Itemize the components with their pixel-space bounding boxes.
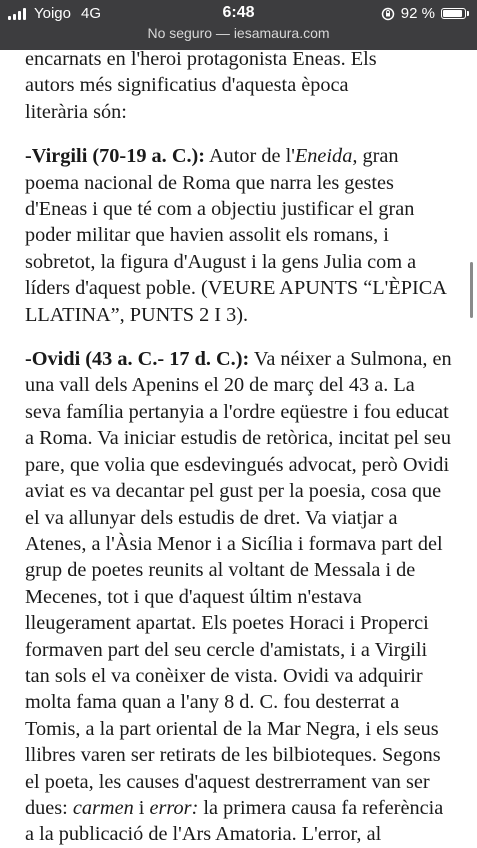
article-body [25,46,455,848]
virgili-heading: -Virgili (70-19 a. C.): [25,145,206,168]
intro-paragraph [25,46,455,125]
intro-line: literària són: [25,100,127,123]
ovidi-text-3: la primera causa fa referència a la publicació de l'Ars Amatoria. L'error, al [25,796,444,846]
url-bar[interactable]: No seguro — iesamaura.com [147,25,330,41]
ovidi-paragraph [25,346,455,848]
virgili-italic: Eneida, [294,145,358,168]
intro-line: encarnats en l'heroi protagonista Eneas. Els [25,48,377,70]
clock: 6:48 [222,4,255,21]
ovidi-italic-carmen: carmen [72,796,134,819]
carrier-name: Yoigo [34,5,71,22]
intro-line: autors més significatius d'aquesta època [25,74,349,97]
ovidi-heading: -Ovidi (43 a. C.- 17 d. C.): [25,348,250,371]
battery-fill [443,10,462,17]
status-bar [0,0,477,50]
ovidi-italic-error: error: [149,796,199,819]
status-right [381,5,469,22]
battery-percent: 92 % [400,5,435,22]
ovidi-text: Va néixer a Sulmona, en una vall dels Apenins el 20 de març del 43 a. La seva família pertanyia a l'ordre eqüestre i fou educat a Roma. Va iniciar estudis de retòrica, incitat pel seu pare, que volia que esdevingués advocat, però Ovidi aviat es va decantar pel gust per la poesia, cosa que el va allunyar dels estudis de dret. Va viatjar a Atenes, a l'Àsia Menor i a Sicília i formava part del grup de poetes reunits al voltant de Messala i de Mecenes, tot i que d'aquest últim n'estava lleugerament apartat. Els poetes Horaci i Properci formaven part del seu cercle d'amistats, i a Virgili tan sols el va conèixer de vista. Ovidi va adquirir molta fama quan a l'any 8 d. C. fou desterrat a Tomis, a la part oriental de la Mar Negra, i els seus llibres varen ser retirats de les bilbioteques. Segons el poeta, les causes d'aquest destrerrament van ser dues: [25,348,452,819]
ovidi-text-2: i [133,796,150,819]
battery-icon [441,8,469,19]
orientation-lock-icon [381,7,395,21]
virgili-text-a: Autor de l' [205,145,295,168]
network-type: 4G [81,5,102,22]
virgili-text-b: gran poema nacional de Roma que narra les gestes d'Eneas i que té com a objectiu justificar el gran poder militar que havien assolit els romans, i sobretot, la figura d'August i la gens Julia com a líders d'aquest poble. (VEURE APUNTS “L'ÈPICA LLATINA”, PUNTS 2 I 3). [25,145,446,326]
virgili-paragraph [25,143,455,328]
scrollbar[interactable] [470,262,473,318]
